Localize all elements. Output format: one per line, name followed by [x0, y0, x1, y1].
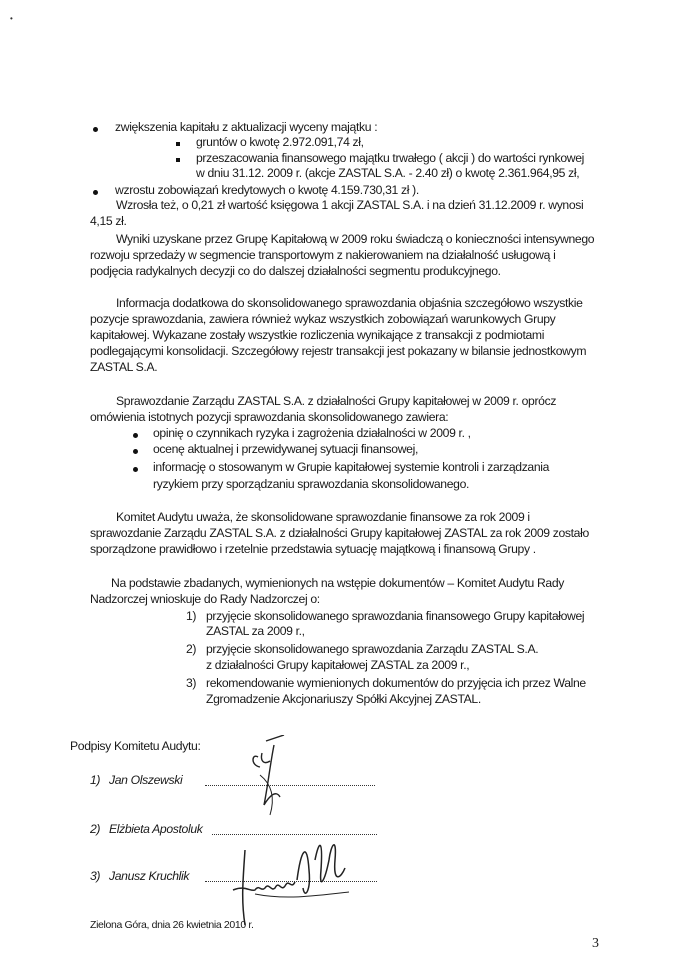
paragraph-book-value-line1: Wzrosła też, o 0,21 zł wartość księgowa 1 akcji ZASTAL S.A. i na dzień 31.12.2009 r. wynosi: [116, 198, 584, 212]
paragraph-info-line1: Informacja dodatkowa do skonsolidowanego sprawozdania objaśnia szczegółowo wszystkie: [116, 296, 583, 310]
signatory-name-3: Janusz Kruchlik: [109, 869, 190, 883]
paragraph-committee-line2: sprawozdanie Zarządu ZASTAL S.A. z działalności Grupy kapitałowej ZASTAL za rok 2009 zostało: [90, 526, 589, 540]
footer-place-date: Zielona Góra, dnia 26 kwietnia 2010 r.: [90, 919, 254, 931]
bullet-icon: [133, 449, 138, 454]
signatory-number: 1): [90, 773, 101, 787]
sub-item-land: gruntów o kwotę 2.972.091,74 zł,: [196, 135, 364, 149]
bullet-icon: [93, 190, 98, 195]
paragraph-info-line5: ZASTAL S.A.: [90, 360, 158, 374]
paragraph-basis-line2: Nadzorczej wnioskuje do Rady Nadzorczej o:: [90, 592, 320, 606]
numbered-item-number: 3): [186, 676, 197, 690]
numbered-item-number: 2): [186, 642, 197, 656]
paragraph-info-line2: pozycje sprawozdania, zawiera również wykaz wszystkich zobowiązań warunkowych Grupy: [90, 312, 556, 326]
paragraph-committee-line3: sporządzone prawidłowo i rzetelnie przedstawia sytuację majątkową i finansową Grupy .: [90, 542, 536, 556]
bullet-icon: [93, 127, 98, 132]
paragraph-committee-line1: Komitet Audytu uważa, że skonsolidowane sprawozdanie finansowe za rok 2009 i: [116, 510, 530, 524]
signature-jan-olszewski-icon: [240, 735, 300, 825]
square-bullet-icon: [176, 158, 180, 162]
bullet-capital-revaluation: zwiększenia kapitału z aktualizacji wyceny majątku :: [115, 120, 378, 134]
numbered-item-3-line2: Zgromadzenie Akcjonariuszy Spółki Akcyjnej ZASTAL.: [206, 692, 481, 706]
square-bullet-icon: [176, 142, 180, 146]
numbered-item-number: 1): [186, 609, 197, 623]
bullet-credit-liabilities: wzrostu zobowiązań kredytowych o kwotę 4.159.730,31 zł ).: [115, 183, 419, 197]
signatory-number: 3): [90, 869, 101, 883]
numbered-item-1-line2: ZASTAL za 2009 r.,: [206, 624, 305, 638]
report-bullet-control: informację o stosowanym w Grupie kapitałowej systemie kontroli i zarządzania: [153, 460, 550, 474]
paragraph-book-value-line2: 4,15 zł.: [90, 214, 127, 228]
paragraph-report-line1: Sprawozdanie Zarządu ZASTAL S.A. z działalności Grupy kapitałowej w 2009 r. oprócz: [116, 394, 557, 408]
scan-mark: •: [10, 14, 13, 23]
numbered-item-2-line1: przyjęcie skonsolidowanego sprawozdania Zarządu ZASTAL S.A.: [206, 642, 539, 656]
page-number: 3: [592, 936, 599, 951]
sub-item-revaluation-cont: w dniu 31.12. 2009 r. (akcje ZASTAL S.A. - 2.40 zł) o kwotę 2.361.964,95 zł,: [196, 166, 580, 180]
numbered-item-1-line1: przyjęcie skonsolidowanego sprawozdania finansowego Grupy kapitałowej: [206, 609, 585, 623]
numbered-item-3-line1: rekomendowanie wymienionych dokumentów do przyjęcia ich przez Walne: [206, 676, 586, 690]
paragraph-info-line3: kapitałowej. Wykazane zostały wszystkie rozliczenia wynikające z transakcji z podmiotami: [90, 328, 545, 342]
paragraph-results-line1: Wyniki uzyskane przez Grupę Kapitałową w 2009 roku świadczą o konieczności intensywnego: [116, 232, 595, 246]
paragraph-basis-line1: Na podstawie zbadanych, wymienionych na wstępie dokumentów – Komitet Audytu Rady: [111, 576, 564, 590]
signatory-name-2: Elżbieta Apostoluk: [109, 822, 203, 836]
numbered-item-2-line2: z działalności Grupy kapitałowej ZASTAL za 2009 r.,: [206, 658, 470, 672]
signatory-name-1: Jan Olszewski: [109, 773, 183, 787]
sub-item-revaluation: przeszacowania finansowego majątku trwałego ( akcji ) do wartości rynkowej: [196, 151, 584, 165]
signatures-title: Podpisy Komitetu Audytu:: [70, 739, 201, 753]
signatory-number: 2): [90, 822, 101, 836]
report-bullet-financial: ocenę aktualnej i przewidywanej sytuacji finansowej,: [153, 442, 418, 456]
report-bullet-control-cont: ryzykiem przy sporządzaniu sprawozdania skonsolidowanego.: [153, 477, 470, 491]
bullet-icon: [133, 467, 138, 472]
paragraph-results-line3: podjęcia radykalnych decyzji co do dalszej działalności segmentu produkcyjnego.: [90, 264, 501, 278]
bullet-icon: [133, 433, 138, 438]
report-bullet-risk: opinię o czynnikach ryzyka i zagrożenia działalności w 2009 r. ,: [153, 426, 471, 440]
paragraph-results-line2: rozwoju sprzedaży w segmencie transportowym z nakierowaniem na działalność usługową i: [90, 248, 556, 262]
paragraph-report-line2: omówienia istotnych pozycji sprawozdania skonsolidowanego zawiera:: [90, 410, 449, 424]
paragraph-info-line4: podlegającymi konsolidacji. Szczegółowy rejestr transakcji jest pokazany w bilansie jednostkowym: [90, 344, 587, 358]
